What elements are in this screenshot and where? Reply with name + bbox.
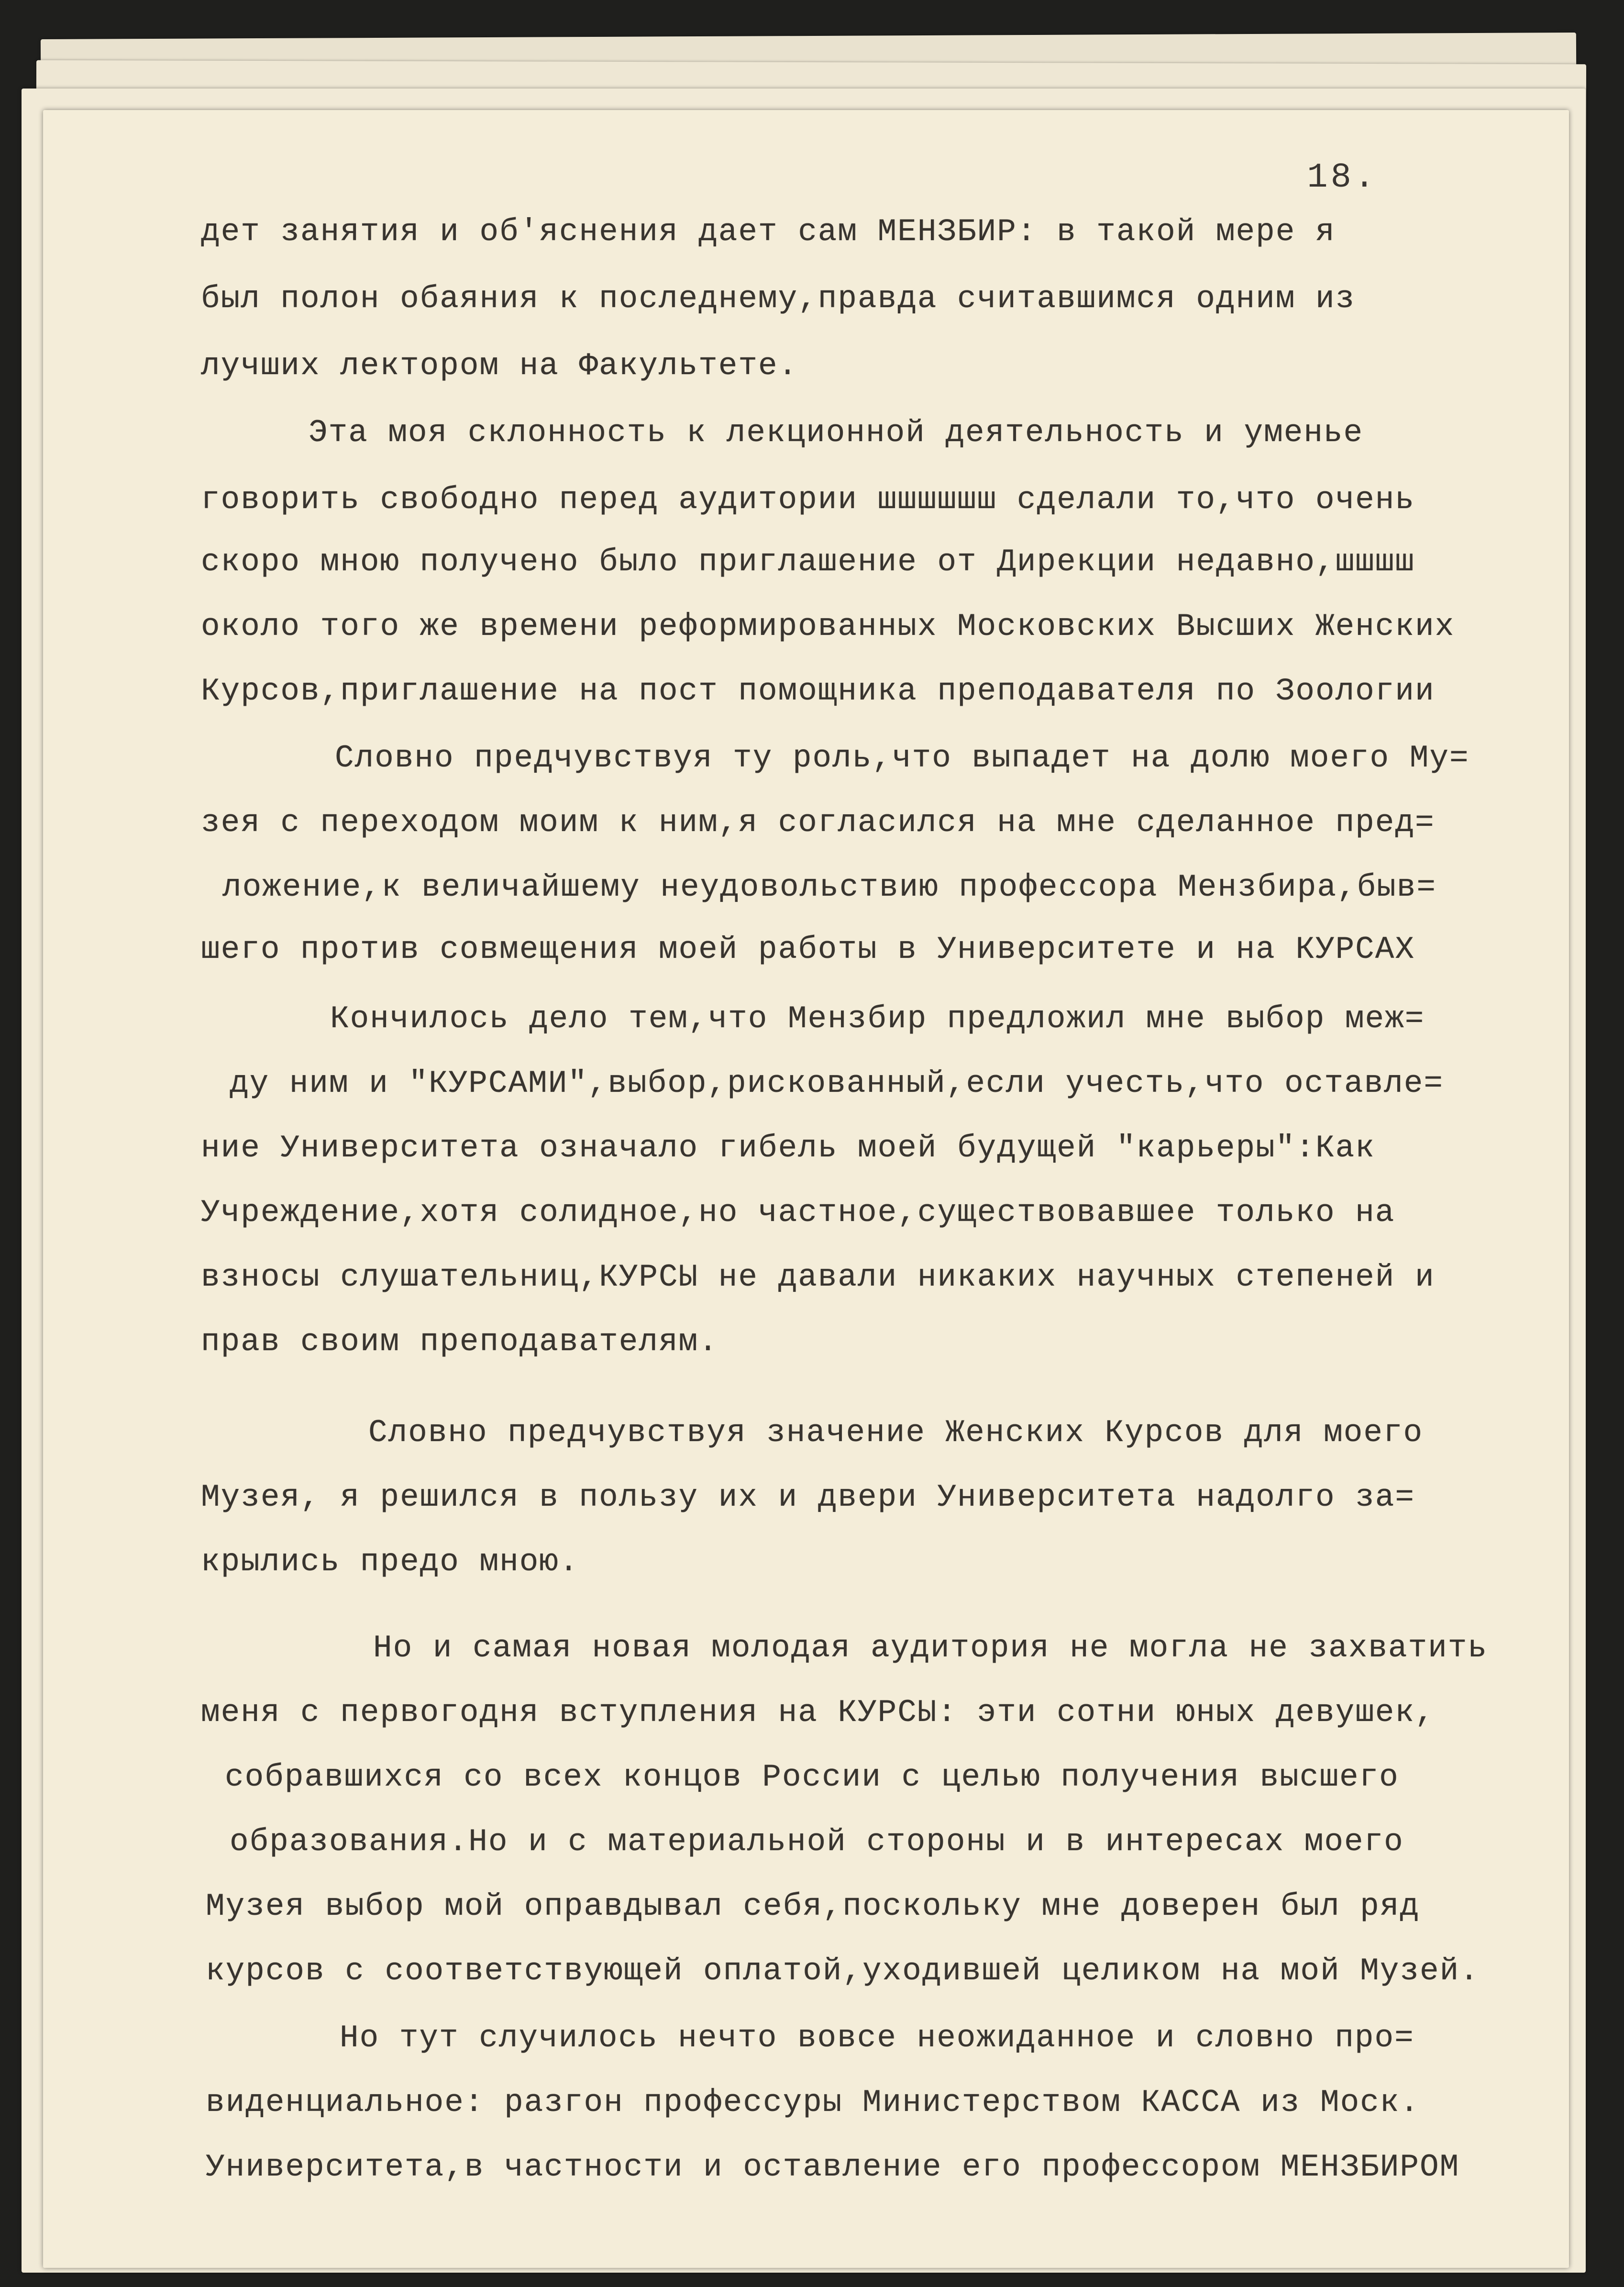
text-line: Но тут случилось нечто вовсе неожиданное и словно про= bbox=[340, 2020, 1414, 2056]
text-line: Кончилось дело тем,что Мензбир предложил мне выбор меж= bbox=[330, 1001, 1425, 1037]
text-line: Словно предчувствуя ту роль,что выпадет на долю моего Му= bbox=[335, 740, 1469, 776]
text-line: около того же времени реформированных Московских Высших Женских bbox=[201, 609, 1455, 644]
text-line: зея с переходом моим к ним,я согласился на мне сделанное пред= bbox=[201, 805, 1435, 841]
text-line: скоро мною получено было приглашение от Дирекции недавно,шшшш bbox=[201, 544, 1415, 580]
text-line: был полон обаяния к последнему,правда считавшимся одним из bbox=[201, 281, 1356, 317]
text-line: говорить свободно перед аудитории шшшшшш сделали то,что очень bbox=[201, 482, 1415, 518]
text-line: лучших лектором на Факультете. bbox=[201, 348, 798, 384]
text-line: Но и самая новая молодая аудитория не могла не захватить bbox=[373, 1630, 1488, 1666]
text-line: Курсов,приглашение на пост помощника преподавателя по Зоологии bbox=[201, 673, 1435, 709]
text-line: курсов с соответствующей оплатой,уходившей целиком на мой Музей. bbox=[206, 1953, 1480, 1989]
text-line: Университета,в частности и оставление его профессором МЕНЗБИРОМ bbox=[206, 2149, 1460, 2185]
text-line: Музея выбор мой оправдывал себя,поскольку мне доверен был ряд bbox=[206, 1888, 1420, 1924]
text-line: взносы слушательниц,КУРСЫ не давали никаких научных степеней и bbox=[201, 1259, 1435, 1295]
page-number: 18. bbox=[1307, 158, 1378, 197]
text-line: дет занятия и об'яснения дает сам МЕНЗБИР: в такой мере я bbox=[201, 214, 1336, 250]
text-line: Музея, я решился в пользу их и двери Университета надолго за= bbox=[201, 1479, 1415, 1515]
text-line: шего против совмещения моей работы в Университете и на КУРСАХ bbox=[201, 932, 1415, 967]
text-line: Эта моя склонность к лекционной деятельность и уменье bbox=[309, 415, 1364, 451]
text-line: образования.Но и с материальной стороны и в интересах моего bbox=[230, 1824, 1404, 1860]
text-line: ду ним и "КУРСАМИ",выбор,рискованный,если учесть,что оставле= bbox=[230, 1066, 1444, 1101]
text-line: Словно предчувствуя значение Женских Курсов для моего bbox=[368, 1415, 1424, 1451]
text-line: собравшихся со всех концов России с целью получения высшего bbox=[225, 1759, 1399, 1795]
text-line: ние Университета означало гибель моей будущей "карьеры":Как bbox=[201, 1130, 1375, 1166]
text-line: Учреждение,хотя солидное,но частное,существовавшее только на bbox=[201, 1195, 1395, 1231]
text-line: прав своим преподавателям. bbox=[201, 1324, 718, 1360]
text-line: меня с первогодня вступления на КУРСЫ: эти сотни юных девушек, bbox=[201, 1695, 1435, 1731]
document-page bbox=[43, 110, 1569, 2268]
text-line: виденциальное: разгон профессуры Министерством КАССА из Моск. bbox=[206, 2085, 1420, 2120]
text-line: крылись предо мною. bbox=[201, 1544, 579, 1580]
text-line: ложение,к величайшему неудовольствию профессора Мензбира,быв= bbox=[222, 869, 1436, 905]
